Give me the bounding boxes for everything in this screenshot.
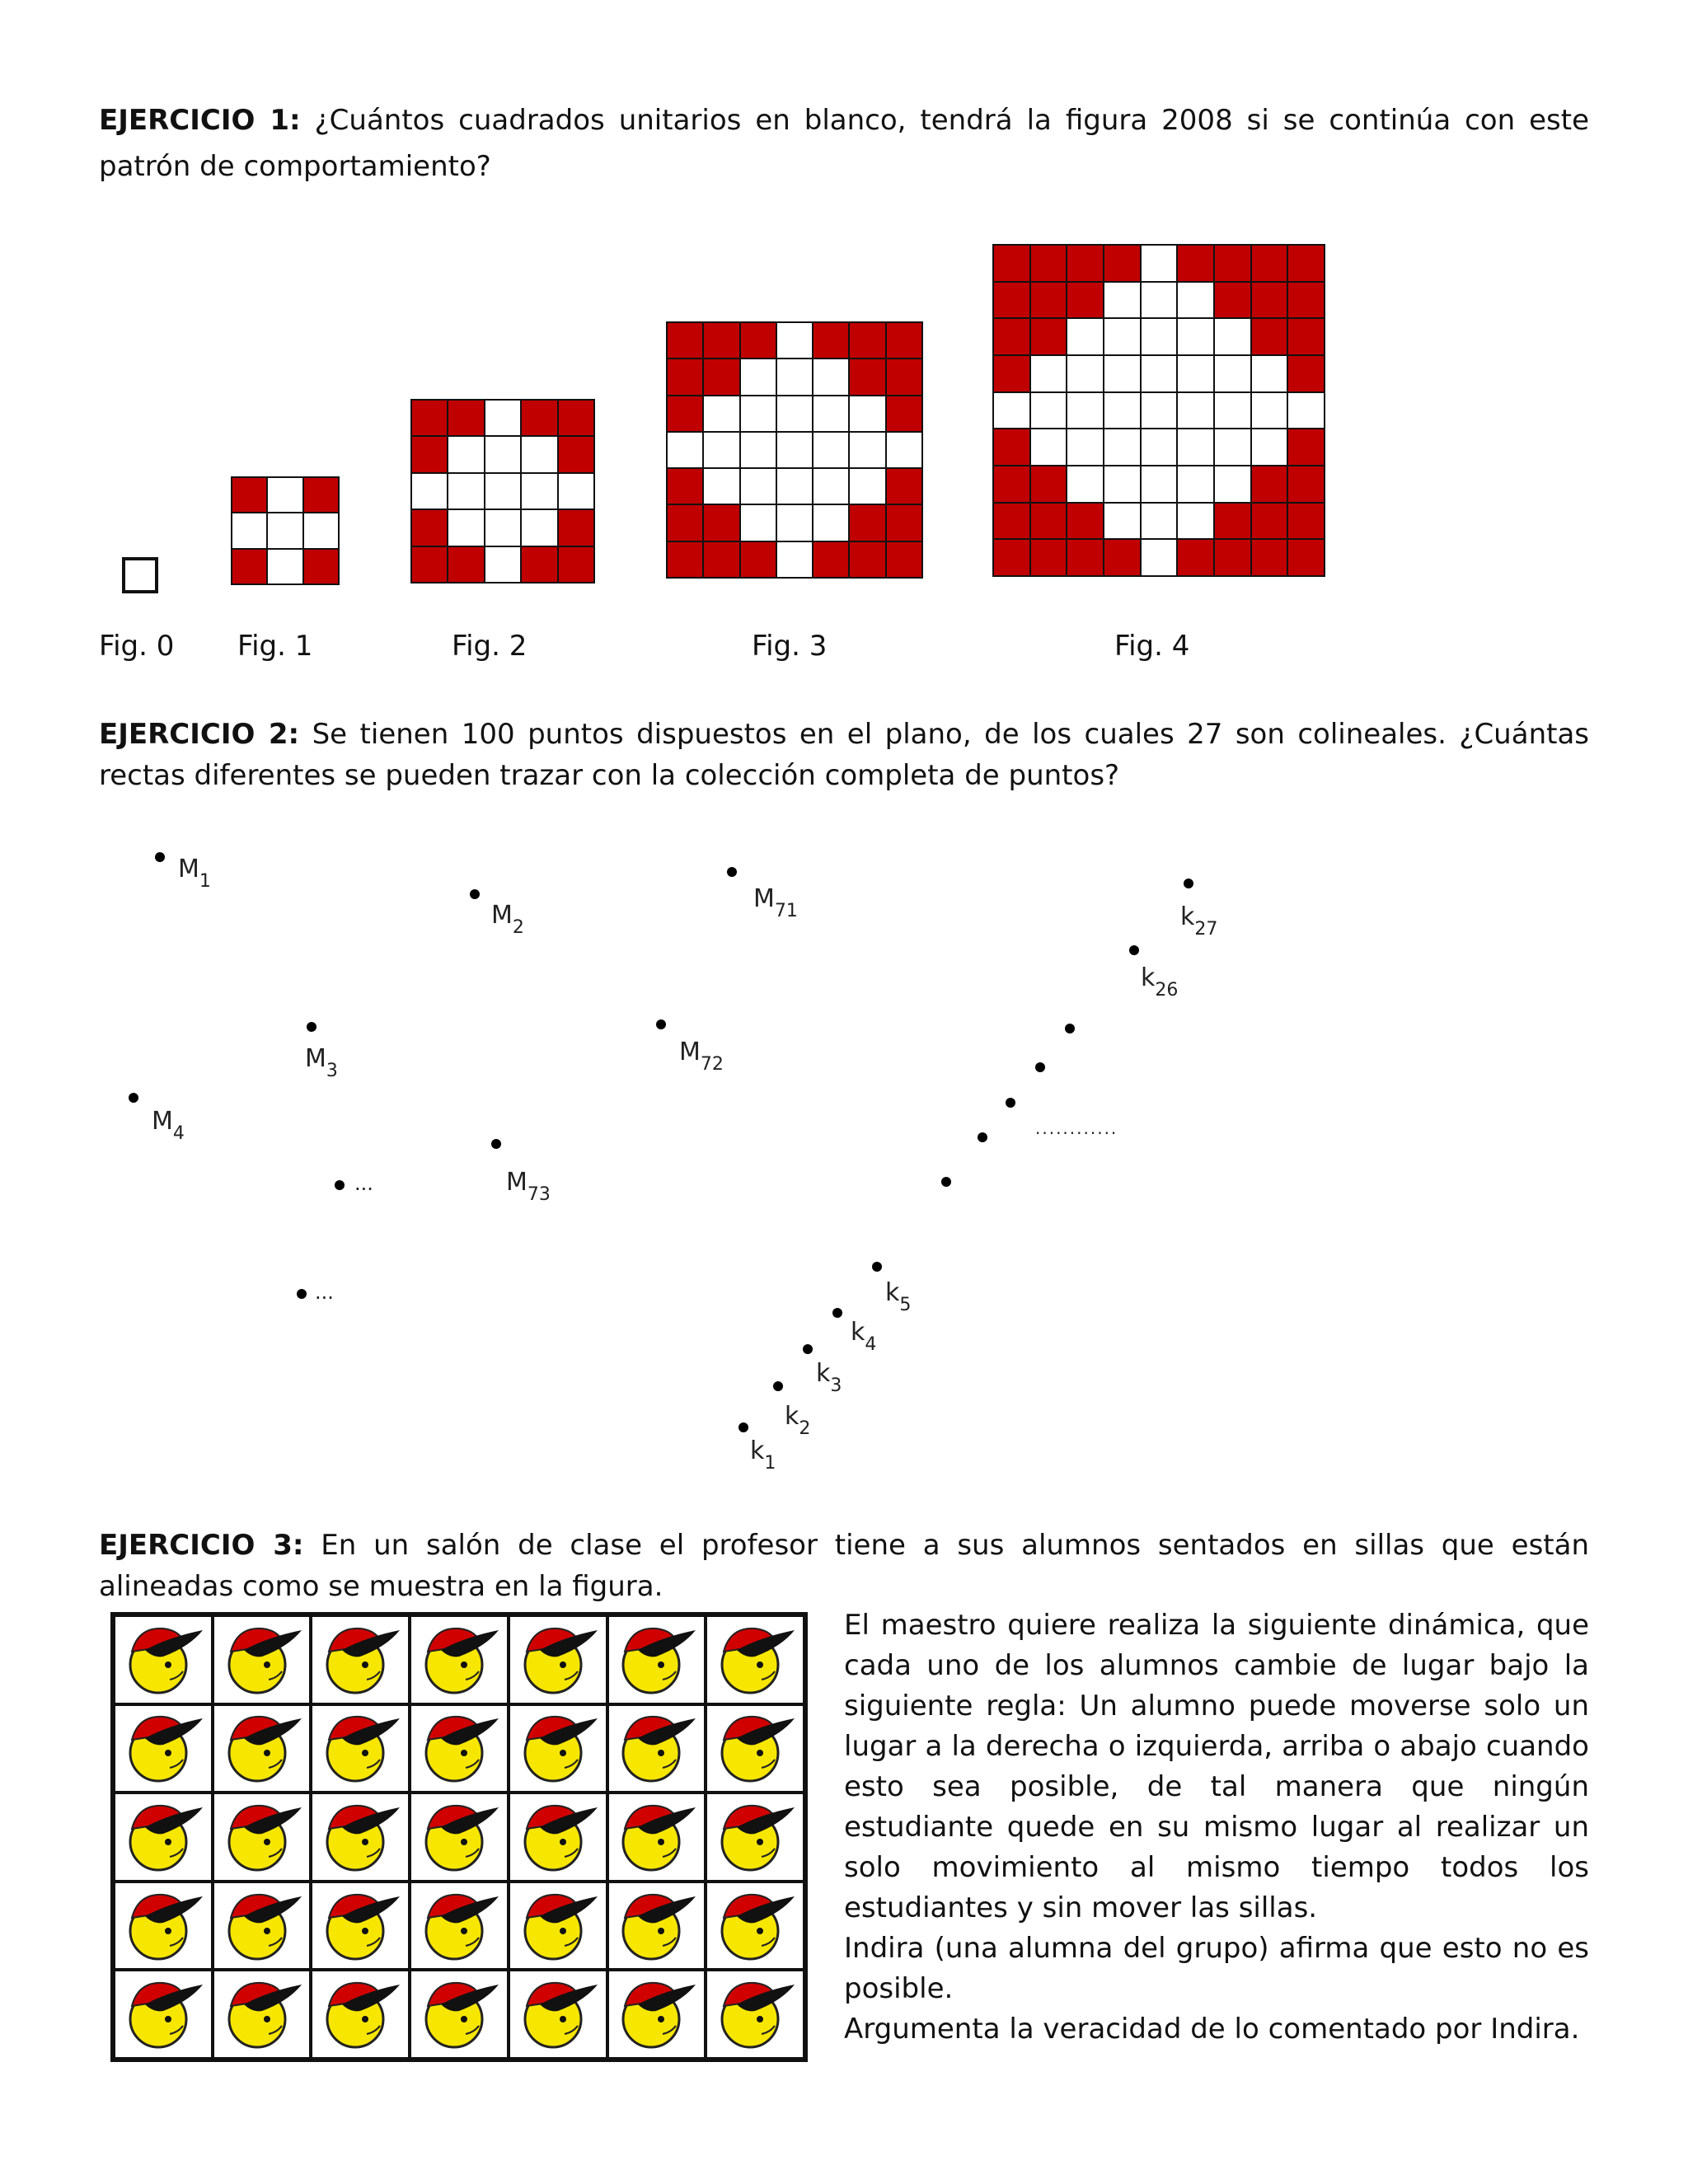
ejercicio-3-description <box>844 1605 1589 2050</box>
point-k2 <box>773 1381 783 1391</box>
white-square <box>777 396 812 431</box>
red-square <box>1104 246 1140 281</box>
student-face-with-cap-icon <box>712 1973 798 2055</box>
student-face-with-cap-icon <box>613 1619 699 1701</box>
description-paragraph-1: El maestro quiere realiza la siguiente dinámica, que cada uno de los alumnos cambie de lugar bajo la siguiente regla: Un alumno puede moverse solo un lugar a la derecha o izquierda, arriba o abajo cuando esto sea posible, de tal manera que ningún estudiante quede en su mismo lugar al realizar un solo movimiento al mismo tiempo todos los estudiantes y sin mover las sillas. <box>844 1609 1589 1924</box>
point-m3 <box>307 1022 316 1032</box>
white-square <box>485 510 520 545</box>
student-face-with-cap-icon <box>416 1619 502 1701</box>
white-square <box>704 396 738 431</box>
red-square <box>994 540 1029 575</box>
seat-cell <box>410 1615 509 1704</box>
seat-cell <box>114 1882 213 1971</box>
student-face-with-cap-icon <box>219 1885 305 1967</box>
white-square <box>1252 393 1287 429</box>
red-square <box>850 505 884 540</box>
white-square <box>1252 429 1287 465</box>
white-square <box>1142 393 1177 429</box>
red-square <box>668 469 702 504</box>
seat-cell <box>607 1882 706 1971</box>
seat-cell <box>311 1615 410 1704</box>
seat-cell <box>213 1970 312 2059</box>
student-face-with-cap-icon <box>613 1885 699 1967</box>
white-square <box>448 510 483 545</box>
point-k4 <box>832 1308 842 1318</box>
white-square <box>777 469 812 504</box>
white-square <box>268 513 302 547</box>
student-face-with-cap-icon <box>712 1885 798 1967</box>
white-square <box>1142 356 1177 391</box>
white-square <box>1067 466 1103 502</box>
seat-cell <box>410 1704 509 1793</box>
student-face-with-cap-icon <box>317 1796 403 1878</box>
seat-cell <box>607 1615 706 1704</box>
figure-4 <box>992 244 1325 577</box>
red-square <box>412 510 447 545</box>
white-square <box>1104 504 1140 539</box>
ejercicio-2-statement <box>99 714 1589 796</box>
red-square <box>850 359 884 394</box>
red-square <box>1215 283 1250 318</box>
figure-2 <box>410 399 595 583</box>
white-square <box>1178 319 1213 354</box>
label-k27: $k_{27}$ <box>1180 902 1218 940</box>
white-square <box>1031 429 1067 465</box>
white-square <box>1067 319 1103 354</box>
student-face-with-cap-icon <box>219 1973 305 2055</box>
seat-cell <box>509 1970 607 2059</box>
ejercicio-1-text: ¿Cuántos cuadrados unitarios en blanco, tendrá la figura 2008 si se continúa con este patrón de comportamiento? <box>99 104 1590 183</box>
red-square <box>814 323 848 358</box>
white-square <box>994 393 1029 429</box>
red-square <box>1178 540 1213 575</box>
white-square <box>1215 356 1250 391</box>
student-face-with-cap-icon <box>712 1707 798 1789</box>
white-square <box>522 437 556 471</box>
white-square <box>232 513 266 547</box>
red-square <box>1252 283 1287 318</box>
student-face-with-cap-icon <box>317 1885 403 1967</box>
figure-3 <box>666 321 923 579</box>
red-square <box>994 283 1029 318</box>
red-square <box>559 510 593 545</box>
white-square <box>850 469 884 504</box>
point-m72 <box>656 1019 666 1029</box>
caption-fig-3: Fig. 3 <box>752 630 828 663</box>
white-square <box>1067 393 1103 429</box>
label-m73: $M_{73}$ <box>506 1168 551 1205</box>
student-face-with-cap-icon <box>219 1707 305 1789</box>
seat-cell <box>213 1882 312 1971</box>
white-square <box>814 505 848 540</box>
white-square <box>1142 319 1177 354</box>
label-k4: $k_4$ <box>851 1318 877 1355</box>
white-square <box>1215 319 1250 354</box>
white-square <box>1142 283 1177 318</box>
student-face-with-cap-icon <box>515 1619 601 1701</box>
red-square <box>559 401 593 435</box>
student-face-with-cap-icon <box>515 1707 601 1789</box>
red-square <box>1215 504 1250 539</box>
white-square <box>777 323 812 358</box>
red-square <box>1252 540 1287 575</box>
white-square <box>777 433 812 467</box>
seat-cell <box>114 1704 213 1793</box>
red-square <box>994 356 1029 391</box>
red-square <box>1288 246 1324 281</box>
white-square <box>1178 429 1213 465</box>
seat-cell <box>114 1970 213 2059</box>
red-square <box>1288 283 1324 318</box>
student-face-with-cap-icon <box>613 1707 699 1789</box>
ejercicio-3-text: En un salón de clase el profesor tiene a sus alumnos sentados en sillas que están alineadas como se muestra en la figura. <box>99 1529 1589 1603</box>
point-ellipsis-a <box>335 1180 345 1190</box>
point-k27 <box>1184 879 1193 888</box>
red-square <box>1031 540 1067 575</box>
seat-cell <box>213 1704 312 1793</box>
seat-cell <box>607 1704 706 1793</box>
point-k-mid-1 <box>1065 1024 1075 1033</box>
red-square <box>1067 246 1103 281</box>
white-square <box>741 359 776 394</box>
seat-cell <box>311 1970 410 2059</box>
seat-cell <box>509 1882 607 1971</box>
white-square <box>1104 429 1140 465</box>
student-face-with-cap-icon <box>120 1619 206 1701</box>
label-k2: $k_2$ <box>785 1402 811 1439</box>
white-square <box>1104 466 1140 502</box>
red-square <box>1288 356 1324 391</box>
student-face-with-cap-icon <box>317 1707 403 1789</box>
student-face-with-cap-icon <box>317 1619 403 1701</box>
white-square <box>1178 504 1213 539</box>
white-square <box>1178 466 1213 502</box>
red-square <box>1178 246 1213 281</box>
red-square <box>1104 540 1140 575</box>
ejercicio-1-statement <box>99 97 1589 190</box>
red-square <box>1288 540 1324 575</box>
seat-cell <box>706 1970 804 2059</box>
seat-cell <box>607 1970 706 2059</box>
white-square <box>777 359 812 394</box>
red-square <box>741 323 776 358</box>
red-square <box>1067 283 1103 318</box>
white-square <box>1067 356 1103 391</box>
red-square <box>814 542 848 577</box>
white-square <box>448 474 483 509</box>
white-square <box>485 547 520 582</box>
white-square <box>1142 540 1177 575</box>
point-k-mid-3 <box>1006 1098 1015 1108</box>
white-square <box>1031 356 1067 391</box>
white-square <box>1104 393 1140 429</box>
red-square <box>1288 504 1324 539</box>
white-square <box>850 396 884 431</box>
red-square <box>1288 429 1324 465</box>
description-paragraph-2: Indira (una alumna del grupo) afirma que esto no es posible. <box>844 1932 1589 2005</box>
ejercicio-3-label: EJERCICIO 3: <box>99 1529 304 1562</box>
student-face-with-cap-icon <box>416 1885 502 1967</box>
red-square <box>994 466 1029 502</box>
label-m4: $M_4$ <box>152 1107 185 1144</box>
red-square <box>668 542 702 577</box>
red-square <box>448 401 483 435</box>
red-square <box>668 396 702 431</box>
white-square <box>741 396 776 431</box>
red-square <box>522 547 556 582</box>
label-m71: $M_{71}$ <box>753 884 798 921</box>
point-k3 <box>803 1344 813 1354</box>
red-square <box>232 478 266 512</box>
seat-cell <box>706 1793 804 1882</box>
white-square <box>268 550 302 583</box>
red-square <box>741 542 776 577</box>
red-square <box>1288 319 1324 354</box>
white-square <box>1031 393 1067 429</box>
ellipsis-b: ... <box>315 1281 334 1304</box>
white-square <box>304 513 338 547</box>
red-square <box>522 401 556 435</box>
white-square <box>1067 429 1103 465</box>
seat-cell <box>509 1793 607 1882</box>
red-square <box>668 505 702 540</box>
label-m72: $M_{72}$ <box>679 1038 724 1075</box>
white-square <box>1178 393 1213 429</box>
white-square <box>777 542 812 577</box>
student-face-with-cap-icon <box>613 1973 699 2055</box>
white-square <box>741 469 776 504</box>
red-square <box>1031 246 1067 281</box>
student-face-with-cap-icon <box>515 1973 601 2055</box>
figure-0 <box>122 557 158 593</box>
seat-cell <box>509 1704 607 1793</box>
red-square <box>1252 246 1287 281</box>
label-k1: $k_1$ <box>750 1436 776 1474</box>
student-face-with-cap-icon <box>219 1619 305 1701</box>
white-square <box>668 433 702 467</box>
student-face-with-cap-icon <box>515 1885 601 1967</box>
red-square <box>304 478 338 512</box>
student-face-with-cap-icon <box>317 1973 403 2055</box>
student-face-with-cap-icon <box>515 1796 601 1878</box>
point-ellipsis-b <box>297 1289 307 1299</box>
red-square <box>559 547 593 582</box>
caption-fig-4: Fig. 4 <box>1114 630 1190 663</box>
white-square <box>1215 393 1250 429</box>
student-face-with-cap-icon <box>219 1796 305 1878</box>
ellipsis-a: ... <box>354 1172 373 1195</box>
student-face-with-cap-icon <box>416 1796 502 1878</box>
caption-fig-2: Fig. 2 <box>452 630 528 663</box>
classroom-seat-grid <box>110 1612 808 2062</box>
seat-cell <box>311 1793 410 1882</box>
red-square <box>559 437 593 471</box>
student-face-with-cap-icon <box>416 1973 502 2055</box>
red-square <box>1031 466 1067 502</box>
red-square <box>1031 504 1067 539</box>
red-square <box>887 542 921 577</box>
red-square <box>412 437 447 471</box>
red-square <box>887 469 921 504</box>
label-k26: $k_{26}$ <box>1141 963 1179 1001</box>
ejercicio-2-text: Se tienen 100 puntos dispuestos en el plano, de los cuales 27 son colineales. ¿Cuántas rectas diferentes se pueden trazar con la colección completa de puntos? <box>99 718 1589 792</box>
point-m1 <box>155 852 165 862</box>
white-square <box>1252 356 1287 391</box>
red-square <box>994 246 1029 281</box>
white-square <box>850 433 884 467</box>
red-square <box>304 550 338 583</box>
point-k-mid-5 <box>941 1177 951 1187</box>
red-square <box>887 359 921 394</box>
seat-cell <box>311 1704 410 1793</box>
student-face-with-cap-icon <box>712 1619 798 1701</box>
point-k-mid-4 <box>978 1132 987 1142</box>
white-square <box>1178 356 1213 391</box>
red-square <box>887 396 921 431</box>
red-square <box>887 505 921 540</box>
white-square <box>887 433 921 467</box>
white-square <box>448 437 483 471</box>
red-square <box>1215 246 1250 281</box>
seat-cell <box>706 1615 804 1704</box>
seat-cell <box>410 1970 509 2059</box>
white-square <box>1178 283 1213 318</box>
red-square <box>412 401 447 435</box>
point-k26 <box>1129 945 1139 955</box>
white-square <box>268 478 302 512</box>
red-square <box>994 504 1029 539</box>
white-square <box>559 474 593 509</box>
red-square <box>1288 466 1324 502</box>
point-m73 <box>491 1139 501 1149</box>
red-square <box>1215 540 1250 575</box>
white-square <box>485 401 520 435</box>
red-square <box>994 319 1029 354</box>
seat-cell <box>410 1793 509 1882</box>
white-square <box>1104 283 1140 318</box>
red-square <box>668 323 702 358</box>
seat-cell <box>607 1793 706 1882</box>
seat-cell <box>213 1615 312 1704</box>
white-square <box>814 359 848 394</box>
red-square <box>448 547 483 582</box>
seat-cell <box>311 1882 410 1971</box>
student-face-with-cap-icon <box>120 1885 206 1967</box>
white-square <box>1215 429 1250 465</box>
white-square <box>485 437 520 471</box>
red-square <box>704 505 738 540</box>
student-face-with-cap-icon <box>120 1707 206 1789</box>
white-square <box>704 433 738 467</box>
caption-fig-1: Fig. 1 <box>237 630 313 663</box>
white-square <box>1104 319 1140 354</box>
seat-cell <box>114 1615 213 1704</box>
figure-1 <box>231 476 340 585</box>
red-square <box>1252 319 1287 354</box>
point-m2 <box>470 889 480 899</box>
red-square <box>668 359 702 394</box>
white-square <box>704 469 738 504</box>
point-k-mid-2 <box>1035 1062 1045 1072</box>
white-square <box>485 474 520 509</box>
description-paragraph-3: Argumenta la veracidad de lo comentado por Indira. <box>844 2013 1580 2046</box>
white-square <box>1142 429 1177 465</box>
point-m4 <box>129 1093 138 1103</box>
label-m2: $M_2$ <box>491 901 524 938</box>
red-square <box>1252 504 1287 539</box>
white-square <box>1288 393 1324 429</box>
red-square <box>232 550 266 583</box>
red-square <box>887 323 921 358</box>
seat-cell <box>509 1615 607 1704</box>
red-square <box>994 429 1029 465</box>
white-square <box>522 474 556 509</box>
red-square <box>704 542 738 577</box>
label-m3: $M_3$ <box>305 1044 338 1081</box>
white-square <box>741 505 776 540</box>
red-square <box>1067 504 1103 539</box>
seat-cell <box>410 1882 509 1971</box>
seat-cell <box>706 1704 804 1793</box>
caption-fig-0: Fig. 0 <box>99 630 175 663</box>
red-square <box>704 359 738 394</box>
seat-cell <box>706 1882 804 1971</box>
ellipsis-k: ............ <box>1035 1118 1118 1138</box>
white-square <box>1142 504 1177 539</box>
white-square <box>814 469 848 504</box>
white-square <box>522 510 556 545</box>
white-square <box>1104 356 1140 391</box>
white-square <box>814 433 848 467</box>
red-square <box>1252 466 1287 502</box>
student-face-with-cap-icon <box>120 1796 206 1878</box>
seat-cell <box>114 1793 213 1882</box>
point-m71 <box>727 867 737 877</box>
student-face-with-cap-icon <box>712 1796 798 1878</box>
label-k3: $k_3$ <box>816 1359 842 1396</box>
red-square <box>1031 283 1067 318</box>
ejercicio-2-label: EJERCICIO 2: <box>99 718 300 751</box>
white-square <box>412 474 447 509</box>
label-m1: $M_1$ <box>178 855 211 892</box>
ejercicio-1-label: EJERCICIO 1: <box>99 104 301 137</box>
point-k1 <box>738 1422 748 1432</box>
point-k5 <box>872 1262 882 1272</box>
student-face-with-cap-icon <box>416 1707 502 1789</box>
red-square <box>412 547 447 582</box>
red-square <box>850 542 884 577</box>
red-square <box>704 323 738 358</box>
white-square <box>1142 466 1177 502</box>
white-square <box>1142 246 1177 281</box>
red-square <box>850 323 884 358</box>
student-face-with-cap-icon <box>120 1973 206 2055</box>
white-square <box>741 433 776 467</box>
seat-cell <box>213 1793 312 1882</box>
student-face-with-cap-icon <box>613 1796 699 1878</box>
white-square <box>1215 466 1250 502</box>
label-k5: $k_5$ <box>885 1278 912 1315</box>
white-square <box>814 396 848 431</box>
ejercicio-3-statement <box>99 1525 1589 1607</box>
red-square <box>1031 319 1067 354</box>
white-square <box>777 505 812 540</box>
red-square <box>1067 540 1103 575</box>
